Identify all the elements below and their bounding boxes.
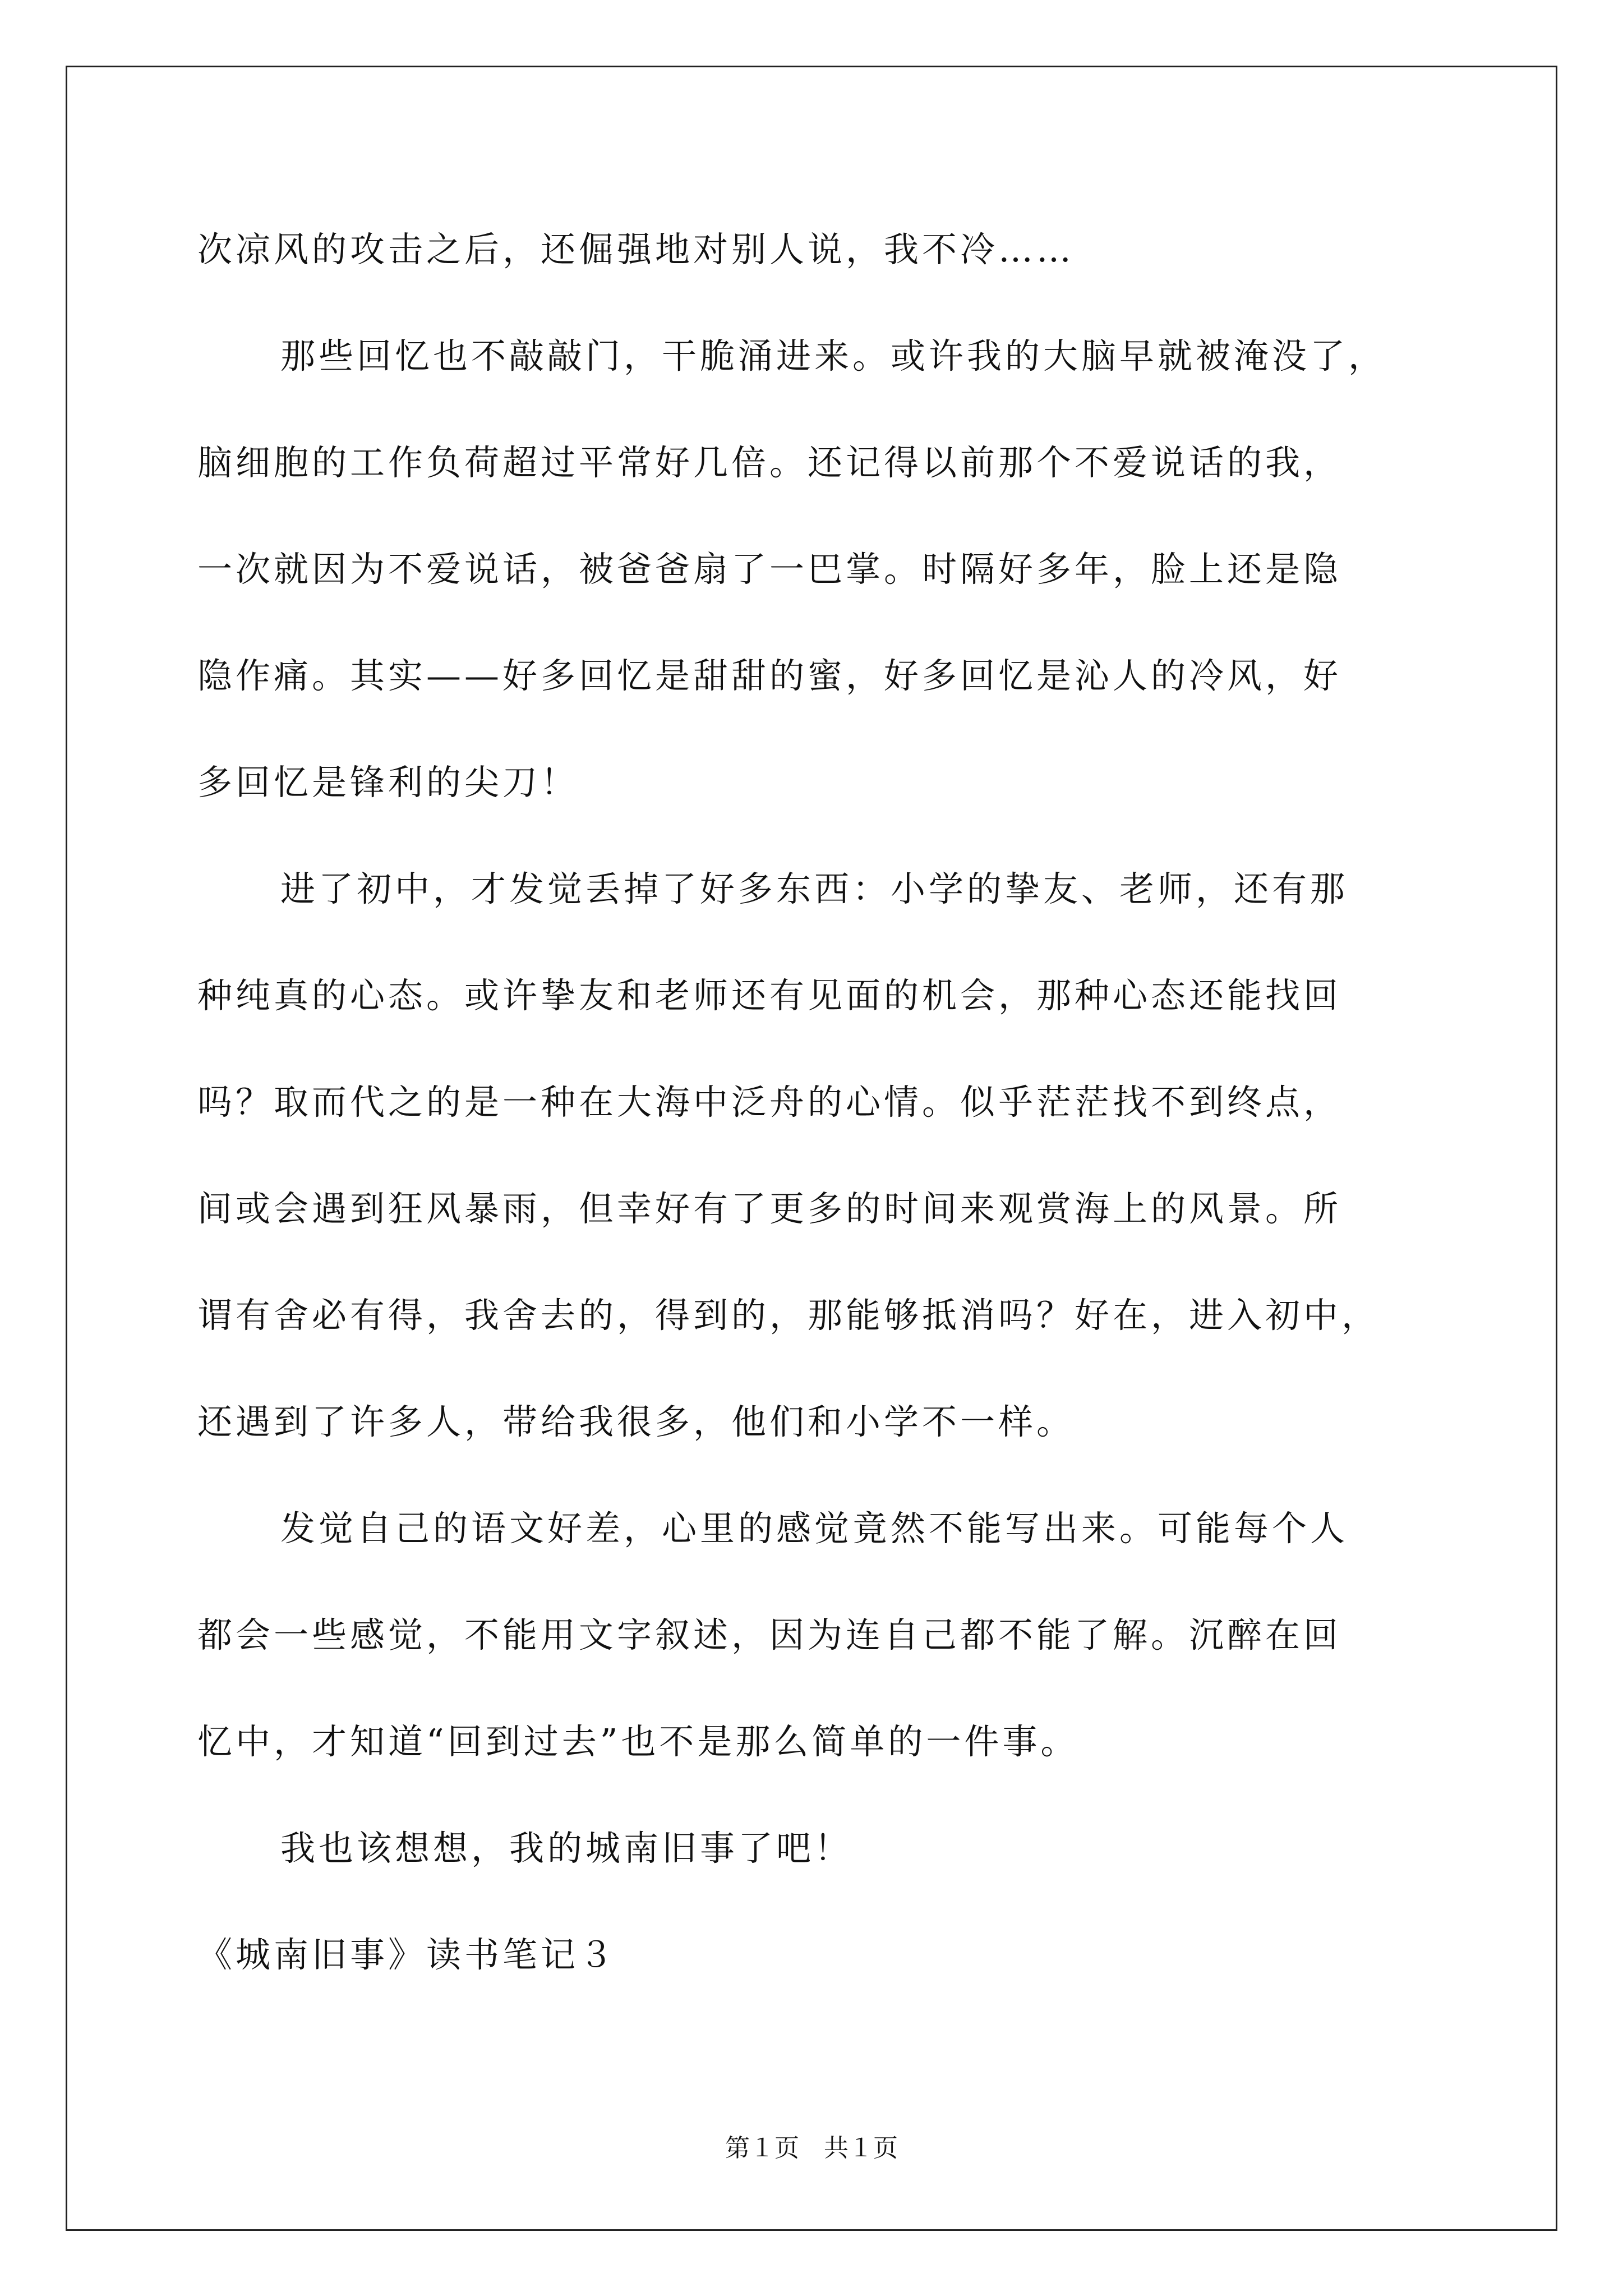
text-line: 谓有舍必有得，我舍去的，得到的，那能够抵消吗？好在，进入初中， bbox=[197, 1295, 1380, 1336]
section-heading: 《城南旧事》读书笔记３ bbox=[197, 1934, 617, 1975]
page-border bbox=[66, 66, 1557, 2231]
text-line: 都会一些感觉，不能用文字叙述，因为连自己都不能了解。沉醉在回 bbox=[197, 1614, 1342, 1655]
paragraph-start-line: 那些回忆也不敲敲门，干脆涌进来。或许我的大脑早就被淹没了， bbox=[280, 335, 1387, 376]
page-number-footer: 第１页 共１页 bbox=[725, 2134, 898, 2162]
text-line: 隐作痛。其实——好多回忆是甜甜的蜜，好多回忆是沁人的冷风，好 bbox=[197, 655, 1342, 696]
text-line: 吗？取而代之的是一种在大海中泛舟的心情。似乎茫茫找不到终点， bbox=[197, 1082, 1342, 1122]
paragraph-start-line: 发觉自己的语文好差，心里的感觉竟然不能写出来。可能每个人 bbox=[280, 1508, 1349, 1549]
text-line: 一次就因为不爱说话，被爸爸扇了一巴掌。时隔好多年，脸上还是隐 bbox=[197, 549, 1342, 590]
text-line: 还遇到了许多人，带给我很多，他们和小学不一样。 bbox=[197, 1401, 1075, 1442]
paragraph-start-line: 进了初中，才发觉丢掉了好多东西：小学的挚友、老师，还有那 bbox=[280, 868, 1349, 909]
text-line: 种纯真的心态。或许挚友和老师还有见面的机会，那种心态还能找回 bbox=[197, 975, 1342, 1016]
text-line: 间或会遇到狂风暴雨，但幸好有了更多的时间来观赏海上的风景。所 bbox=[197, 1188, 1342, 1229]
text-line: 多回忆是锋利的尖刀！ bbox=[197, 762, 579, 803]
text-line: 次凉风的攻击之后，还倔强地对别人说，我不冷…… bbox=[197, 229, 1075, 270]
paragraph-start-line: 我也该想想，我的城南旧事了吧！ bbox=[280, 1828, 853, 1869]
text-line: 忆中，才知道“回到过去”也不是那么简单的一件事。 bbox=[197, 1721, 1079, 1762]
text-line: 脑细胞的工作负荷超过平常好几倍。还记得以前那个不爱说话的我， bbox=[197, 442, 1342, 483]
